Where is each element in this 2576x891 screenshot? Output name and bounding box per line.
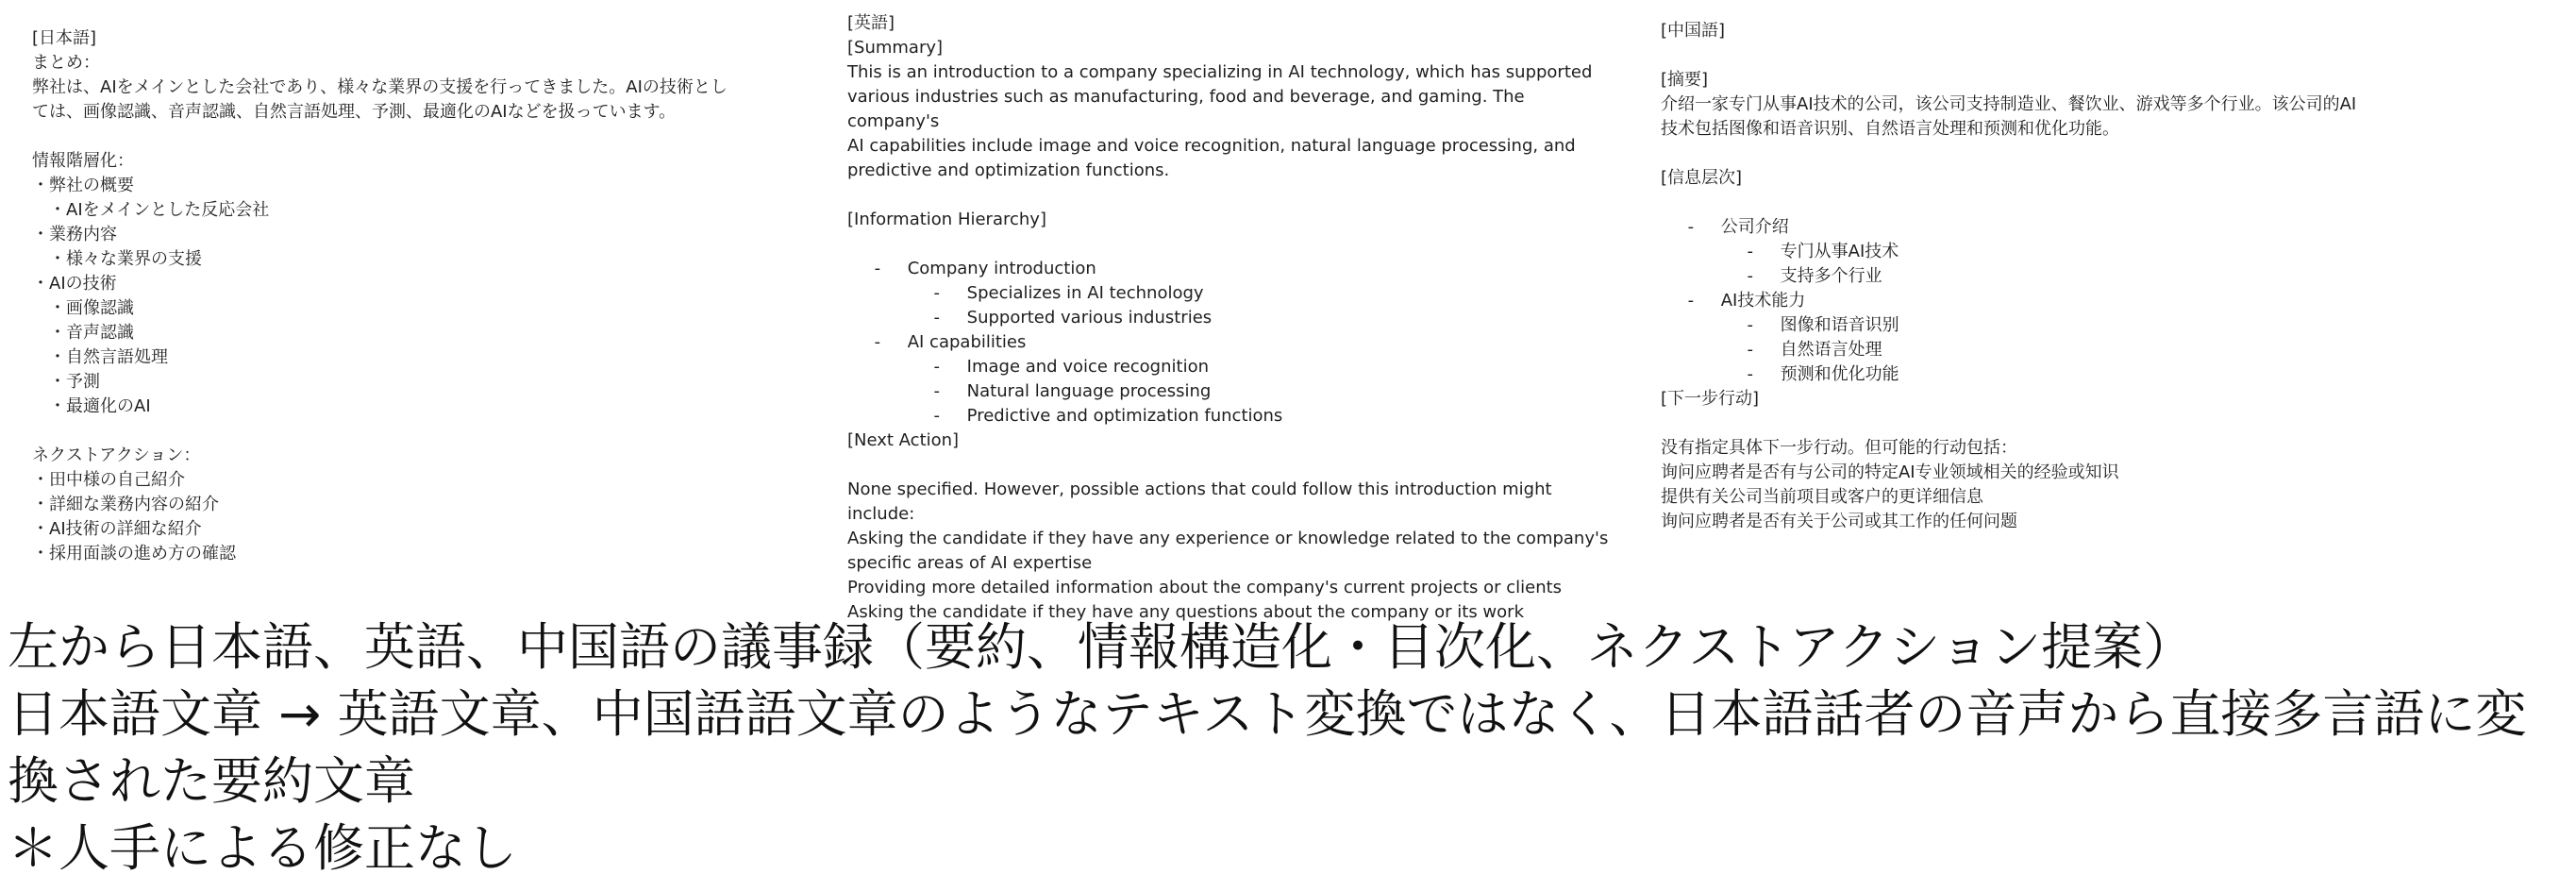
english-line: Asking the candidate if they have any experience or knowledge related to the company's bbox=[847, 529, 1609, 548]
english-line: Providing more detailed information about the company's current projects or clients bbox=[847, 578, 1563, 597]
chinese-line: 询问应聘者是否有与公司的特定AI专业领域相关的经验或知识 bbox=[1661, 462, 2119, 482]
chinese-line: [摘要] bbox=[1661, 70, 1709, 90]
english-line: None specified. However, possible actions that could follow this introduction might include: bbox=[847, 479, 1558, 524]
japanese-line bbox=[32, 125, 825, 149]
english-line: - Image and voice recognition bbox=[847, 357, 1209, 377]
japanese-line: ・自然言語処理 bbox=[32, 347, 168, 367]
chinese-line: [信息层次] bbox=[1661, 168, 1743, 188]
chinese-line bbox=[1661, 412, 2510, 436]
english-line: Asking the candidate if they have any questions about the company or its work bbox=[847, 602, 1524, 622]
japanese-line: ・弊社の概要 bbox=[32, 176, 134, 195]
chinese-line: - AI技术能力 bbox=[1661, 291, 1806, 311]
chinese-line: [下一步行动] bbox=[1661, 389, 1760, 409]
chinese-line: [中国語] bbox=[1661, 21, 1726, 41]
chinese-minutes-column bbox=[1661, 19, 2510, 534]
japanese-line: 情報階層化： bbox=[32, 151, 134, 171]
japanese-line: ・最適化のAI bbox=[32, 396, 151, 416]
chinese-line: 询问应聘者是否有关于公司或其工作的任何问题 bbox=[1661, 512, 2017, 531]
chinese-line: - 专门从事AI技术 bbox=[1661, 242, 1899, 261]
english-line: AI capabilities include image and voice recognition, natural language processing, and bbox=[847, 136, 1576, 156]
japanese-line: ・画像認識 bbox=[32, 298, 134, 318]
chinese-line bbox=[1661, 191, 2510, 215]
english-line: specific areas of AI expertise bbox=[847, 553, 1093, 573]
japanese-line: ・音声認識 bbox=[32, 323, 134, 343]
japanese-line: ・詳細な業務内容の紹介 bbox=[32, 495, 219, 514]
japanese-line: ・採用面談の進め方の確認 bbox=[32, 544, 236, 563]
caption-line-4: ＊人手による修正なし bbox=[8, 818, 517, 878]
japanese-line: まとめ： bbox=[32, 53, 100, 73]
english-line bbox=[847, 232, 1621, 257]
chinese-line: 提供有关公司当前项目或客户的更详细信息 bbox=[1661, 487, 1983, 507]
english-line: [英語] bbox=[847, 13, 895, 33]
japanese-minutes-column bbox=[32, 26, 825, 566]
japanese-line: ネクストアクション： bbox=[32, 446, 201, 465]
chinese-line: - 自然语言处理 bbox=[1661, 340, 1882, 360]
chinese-line: 技术包括图像和语音识别、自然语言处理和预测和优化功能。 bbox=[1661, 119, 2119, 139]
japanese-line bbox=[32, 419, 825, 444]
english-line: - Specializes in AI technology bbox=[847, 283, 1204, 303]
chinese-line bbox=[1661, 142, 2510, 166]
english-line: [Information Hierarchy] bbox=[847, 210, 1046, 229]
english-line: - Natural language processing bbox=[847, 381, 1212, 401]
chinese-line: - 图像和语音识别 bbox=[1661, 315, 1899, 335]
english-minutes-column bbox=[847, 11, 1621, 625]
chinese-line: - 预测和优化功能 bbox=[1661, 364, 1899, 384]
english-line: [Next Action] bbox=[847, 430, 960, 450]
chinese-line: 没有指定具体下一步行动。但可能的行动包括： bbox=[1661, 438, 2017, 458]
japanese-line: ・AI技術の詳細な紹介 bbox=[32, 519, 202, 539]
japanese-line: ・様々な業界の支援 bbox=[32, 249, 202, 269]
english-line: predictive and optimization functions. bbox=[847, 160, 1170, 180]
english-line bbox=[847, 183, 1621, 208]
chinese-line: 介绍一家专门从事AI技术的公司，该公司支持制造业、餐饮业、游戏等多个行业。该公司的AI bbox=[1661, 94, 2357, 114]
chinese-line: - 支持多个行业 bbox=[1661, 266, 1882, 286]
caption-line-1: 左から日本語、英語、中国語の議事録（要約、情報構造化・目次化、ネクストアクション提案） bbox=[8, 617, 2195, 677]
chinese-line bbox=[1661, 43, 2510, 68]
japanese-line: [日本語] bbox=[32, 28, 97, 48]
japanese-line: 弊社は、AIをメインとした会社であり、様々な業界の支援を行ってきました。AIの技術とし bbox=[32, 77, 728, 97]
english-line: - Predictive and optimization functions bbox=[847, 406, 1283, 426]
japanese-line: ては、画像認識、音声認識、自然言語処理、予測、最適化のAIなどを扱っています。 bbox=[32, 102, 677, 122]
english-line bbox=[847, 453, 1621, 478]
english-line: - AI capabilities bbox=[847, 332, 1027, 352]
caption-line-3: 換された要約文章 bbox=[8, 751, 415, 811]
japanese-line: ・田中様の自己紹介 bbox=[32, 470, 185, 490]
caption-block bbox=[8, 614, 2565, 882]
japanese-line: ・業務内容 bbox=[32, 225, 117, 244]
chinese-line: - 公司介绍 bbox=[1661, 217, 1789, 237]
english-line: various industries such as manufacturing, food and beverage, and gaming. The company's bbox=[847, 87, 1531, 131]
japanese-line: ・AIの技術 bbox=[32, 274, 117, 294]
english-line: - Supported various industries bbox=[847, 308, 1213, 328]
japanese-line: ・予測 bbox=[32, 372, 100, 392]
english-line: This is an introduction to a company specializing in AI technology, which has supported bbox=[847, 62, 1593, 82]
english-line: [Summary] bbox=[847, 38, 944, 58]
caption-line-2: 日本語文章 → 英語文章、中国語語文章のようなテキスト変換ではなく、日本語話者の音声から直接多言語に変 bbox=[8, 684, 2527, 744]
english-line: - Company introduction bbox=[847, 259, 1096, 278]
japanese-line: ・AIをメインとした反応会社 bbox=[32, 200, 270, 220]
